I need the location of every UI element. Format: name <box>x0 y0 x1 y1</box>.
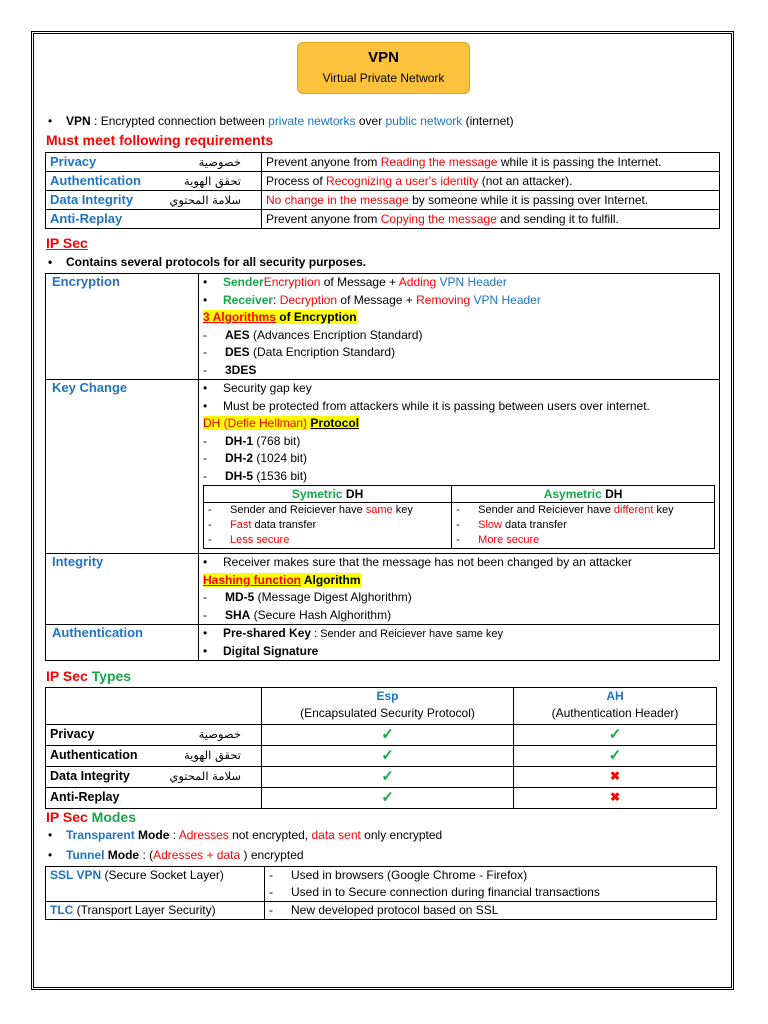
requirement-description: Prevent anyone from Copying the message and sending it to fulfill. <box>262 210 720 229</box>
requirement-arabic: خصوصية <box>198 155 241 169</box>
protocol-detail-item: - Used in to Secure connection during financial transactions <box>269 885 600 899</box>
protocol-details <box>265 902 717 920</box>
algorithm-item: - DH-5 (1536 bit) <box>203 468 308 483</box>
check-icon: ✓ <box>381 726 394 743</box>
ipsec-row-authentication <box>46 625 720 661</box>
dh-comparison-table: Symetric DH Asymetric DH - Sender and Reiciever have same key - Sender and Reiciever have different key - Fast data transfer - Slow data transfer - Less secure - More secure <box>203 485 715 549</box>
requirement-row <box>46 172 720 191</box>
check-icon: ✓ <box>608 726 622 743</box>
ipsec-types-table <box>45 687 717 809</box>
types-heading: IP Sec Types <box>46 668 132 684</box>
requirement-arabic: سلامة المحتوي <box>169 193 241 207</box>
requirement-name: Anti-Replay <box>46 210 262 229</box>
ah-header: AH (Authentication Header) <box>514 688 717 725</box>
algorithm-item: - DH-1 (768 bit) <box>203 433 301 448</box>
authentication-content: • Pre-shared Key : Sender and Reiciever have same key • Digital Signature <box>199 625 720 661</box>
type-row <box>46 746 717 767</box>
check-icon: ✓ <box>381 789 394 806</box>
protocol-row <box>46 902 717 920</box>
type-row <box>46 767 717 788</box>
cross-icon: ✖ <box>609 790 621 804</box>
cross-icon: ✖ <box>609 769 621 783</box>
requirement-arabic: تحقق الهوية <box>184 174 241 188</box>
requirement-name: Authentication تحقق الهوية <box>46 172 262 191</box>
key-change-content: • Security gap key • Must be protected from attackers while it is passing between users over internet. DH (Defie Hellman) Protocol - DH-1 (768 bit) - DH-2 (1024 bit) - DH-5 (1536 bit) Symetric DH Asymetric DH - Sender and Reiciever have same key - Sender and Reiciever have different key - Fast data transfer - Slow data transfer - Less secure - More secure <box>199 380 720 554</box>
protocols-table <box>45 866 717 920</box>
check-icon: ✓ <box>381 768 394 785</box>
bullet-icon: • <box>48 114 53 128</box>
algorithm-item: - DES (Data Encription Standard) <box>203 345 396 359</box>
requirement-row <box>46 191 720 210</box>
intro-term: VPN <box>66 114 91 128</box>
check-icon: ✓ <box>381 747 394 764</box>
protocol-detail-item: - New developed protocol based on SSL <box>269 903 499 917</box>
protocol-name: TLC (Transport Layer Security) <box>46 902 265 920</box>
ipsec-intro: • Contains several protocols for all security purposes. <box>48 255 367 269</box>
transparent-mode-line: • Transparent Mode : Adresses not encrypted, data sent only encrypted <box>48 828 443 842</box>
type-row <box>46 725 717 746</box>
protocol-row <box>46 867 717 902</box>
algorithm-item: - AES (Advances Encription Standard) <box>203 327 423 342</box>
key-change-label: Key Change <box>46 380 199 554</box>
protocol-name: SSL VPN (Secure Socket Layer) <box>46 867 265 902</box>
tunnel-mode-line: • Tunnel Mode : (Adresses + data ) encrypted <box>48 848 304 862</box>
requirement-row <box>46 153 720 172</box>
encryption-label: Encryption <box>46 274 199 380</box>
ipsec-row-encryption <box>46 274 720 380</box>
algorithm-item: - SHA (Secure Hash Alghorithm) <box>203 607 392 622</box>
intro-line: • VPN : Encrypted connection between private newtorks over public network (internet) <box>48 114 514 128</box>
authentication-label: Authentication <box>46 625 199 661</box>
symetric-dh-header: Symetric DH <box>204 486 452 503</box>
requirements-table <box>45 152 720 229</box>
modes-heading: IP Sec Modes <box>46 809 137 825</box>
title-subtitle: Virtual Private Network <box>322 71 445 85</box>
ipsec-row-key-change <box>46 380 720 554</box>
protocol-details <box>265 867 717 902</box>
esp-header: Esp (Encapsulated Security Protocol) <box>262 688 514 725</box>
ipsec-table <box>45 273 720 661</box>
requirement-description: No change in the message by someone while it is passing over Internet. <box>262 191 720 210</box>
requirement-description: Prevent anyone from Reading the message while it is passing the Internet. <box>262 153 720 172</box>
ipsec-row-integrity <box>46 554 720 625</box>
ipsec-heading: IP Sec <box>46 235 88 251</box>
integrity-label: Integrity <box>46 554 199 625</box>
type-row <box>46 788 717 809</box>
requirement-description: Process of Recognizing a user's identity (not an attacker). <box>262 172 720 191</box>
encryption-content: • SenderEncryption of Message + Adding VPN Header • Receiver: Decryption of Message + Removing VPN Header 3 Algorithms of Encryption - AES (Advances Encription Standard) - DES (Data Encription Standard) - 3DES <box>199 274 720 380</box>
integrity-content: • Receiver makes sure that the message has not been changed by an attacker Hashing function Algorithm - MD-5 (Message Digest Alghorithm) - SHA (Secure Hash Alghorithm) <box>199 554 720 625</box>
asymetric-dh-header: Asymetric DH <box>452 486 715 503</box>
algorithm-item: - DH-2 (1024 bit) <box>203 451 308 465</box>
requirement-name: Privacy خصوصية <box>46 153 262 172</box>
bullet-icon: • <box>48 255 53 269</box>
algorithm-item: - 3DES <box>203 362 257 377</box>
algorithm-item: - MD-5 (Message Digest Alghorithm) <box>203 590 412 604</box>
type-row-name: Authentication تحقق الهوية <box>46 746 262 767</box>
type-row-name: Data Integrity سلامة المحتوي <box>46 767 262 788</box>
requirement-row <box>46 210 720 229</box>
protocol-detail-item: - Used in browsers (Google Chrome - Firefox) <box>269 868 528 882</box>
requirement-name: Data Integrity سلامة المحتوي <box>46 191 262 210</box>
title-badge <box>297 42 470 94</box>
type-row-name: Anti-Replay <box>46 788 262 809</box>
title-main: VPN <box>368 49 399 66</box>
requirements-heading: Must meet following requirements <box>46 132 274 148</box>
type-row-name: Privacy خصوصية <box>46 725 262 746</box>
check-icon: ✓ <box>608 747 622 764</box>
